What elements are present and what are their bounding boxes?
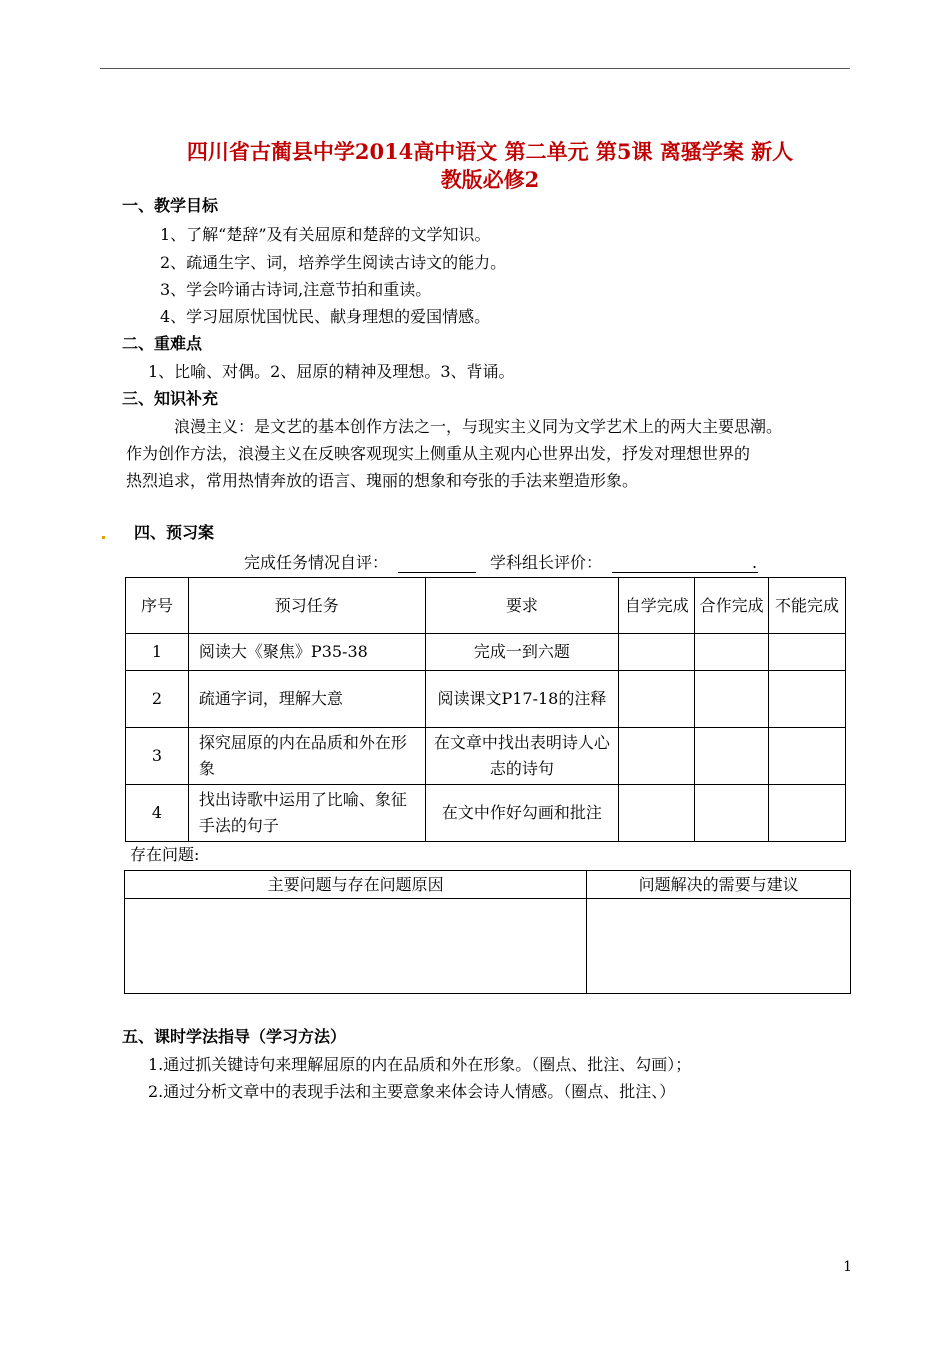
row-requirement: 在文章中找出表明诗人心志的诗句	[425, 728, 619, 785]
header-cell: 合作完成	[695, 578, 769, 634]
row-task: 阅读大《聚焦》P35-38	[188, 634, 425, 671]
table-row	[126, 785, 846, 842]
method-item: 2.通过分析文章中的表现手法和主要意象来体会诗人情感。（圈点、批注、）	[148, 1082, 676, 1101]
header-cell: 预习任务	[188, 578, 425, 634]
header-cell: 自学完成	[619, 578, 695, 634]
check-coop	[695, 671, 769, 728]
header-cell: 不能完成	[769, 578, 846, 634]
leader-eval-underline	[612, 572, 758, 573]
check-coop	[695, 634, 769, 671]
section-heading-method: 五、课时学法指导（学习方法）	[122, 1027, 347, 1046]
check-cannot	[769, 634, 846, 671]
check-cannot	[769, 785, 846, 842]
section-heading-goals: 一、教学目标	[122, 196, 219, 215]
row-number: 2	[126, 671, 189, 728]
eval-end: .	[752, 553, 758, 572]
section-heading-preview: 四、预习案	[134, 523, 215, 542]
table-row	[126, 728, 846, 785]
header-cell: 要求	[425, 578, 619, 634]
knowledge-line: 作为创作方法，浪漫主义在反映客观现实上侧重从主观内心世界出发，抒发对理想世界的	[126, 444, 751, 463]
check-coop	[695, 728, 769, 785]
page-number: 1	[843, 1259, 852, 1275]
problems-header-row	[125, 871, 851, 899]
problems-header-cell: 主要问题与存在问题原因	[125, 871, 587, 899]
row-requirement: 阅读课文P17-18的注释	[425, 671, 619, 728]
section-heading-knowledge: 三、知识补充	[122, 389, 219, 408]
row-number: 3	[126, 728, 189, 785]
check-self	[619, 785, 695, 842]
page-title-line2: 教版必修2	[440, 167, 540, 192]
check-coop	[695, 785, 769, 842]
row-task: 探究屈原的内在品质和外在形象	[188, 728, 425, 785]
goal-item: 3、学会吟诵古诗词,注意节拍和重读。	[160, 280, 432, 299]
problems-cell	[125, 899, 587, 994]
table-header-row	[126, 578, 846, 634]
check-self	[619, 728, 695, 785]
marker-dot	[102, 536, 105, 539]
problems-header-cell: 问题解决的需要与建议	[587, 871, 851, 899]
check-cannot	[769, 728, 846, 785]
knowledge-line: 热烈追求，常用热情奔放的语言、瑰丽的想象和夸张的手法来塑造形象。	[126, 471, 639, 490]
check-self	[619, 634, 695, 671]
page-title: 四川省古蔺县中学2014高中语文 第二单元 第5课 离骚学案 新人	[186, 139, 794, 164]
header-cell: 序号	[126, 578, 189, 634]
leader-eval-label: 学科组长评价：	[490, 553, 603, 572]
table-row	[126, 671, 846, 728]
key-points-text: 1、比喻、对偶。2、屈原的精神及理想。3、背诵。	[148, 362, 515, 381]
problems-cell	[587, 899, 851, 994]
row-number: 4	[126, 785, 189, 842]
goal-item: 2、疏通生字、词，培养学生阅读古诗文的能力。	[160, 253, 507, 272]
check-cannot	[769, 671, 846, 728]
row-requirement: 在文中作好勾画和批注	[425, 785, 619, 842]
row-requirement: 完成一到六题	[425, 634, 619, 671]
method-item: 1.通过抓关键诗句来理解屈原的内在品质和外在形象。（圈点、批注、勾画）；	[148, 1055, 692, 1074]
table-row	[126, 634, 846, 671]
row-task: 找出诗歌中运用了比喻、象征手法的句子	[188, 785, 425, 842]
knowledge-line: 浪漫主义：是文艺的基本创作方法之一，与现实主义同为文学艺术上的两大主要思潮。	[174, 417, 783, 436]
section-heading-key-points: 二、重难点	[122, 334, 203, 353]
goal-item: 1、了解“楚辞”及有关屈原和楚辞的文学知识。	[160, 225, 491, 244]
row-task: 疏通字词，理解大意	[188, 671, 425, 728]
row-number: 1	[126, 634, 189, 671]
check-self	[619, 671, 695, 728]
self-eval-underline	[398, 572, 476, 573]
self-eval-label: 完成任务情况自评：	[244, 553, 389, 572]
preview-table	[125, 577, 846, 842]
problems-blank-row	[125, 899, 851, 994]
goal-item: 4、学习屈原忧国忧民、献身理想的爱国情感。	[160, 307, 491, 326]
problems-label: 存在问题:	[130, 845, 200, 864]
header-rule	[100, 68, 850, 69]
problems-table	[124, 870, 851, 994]
